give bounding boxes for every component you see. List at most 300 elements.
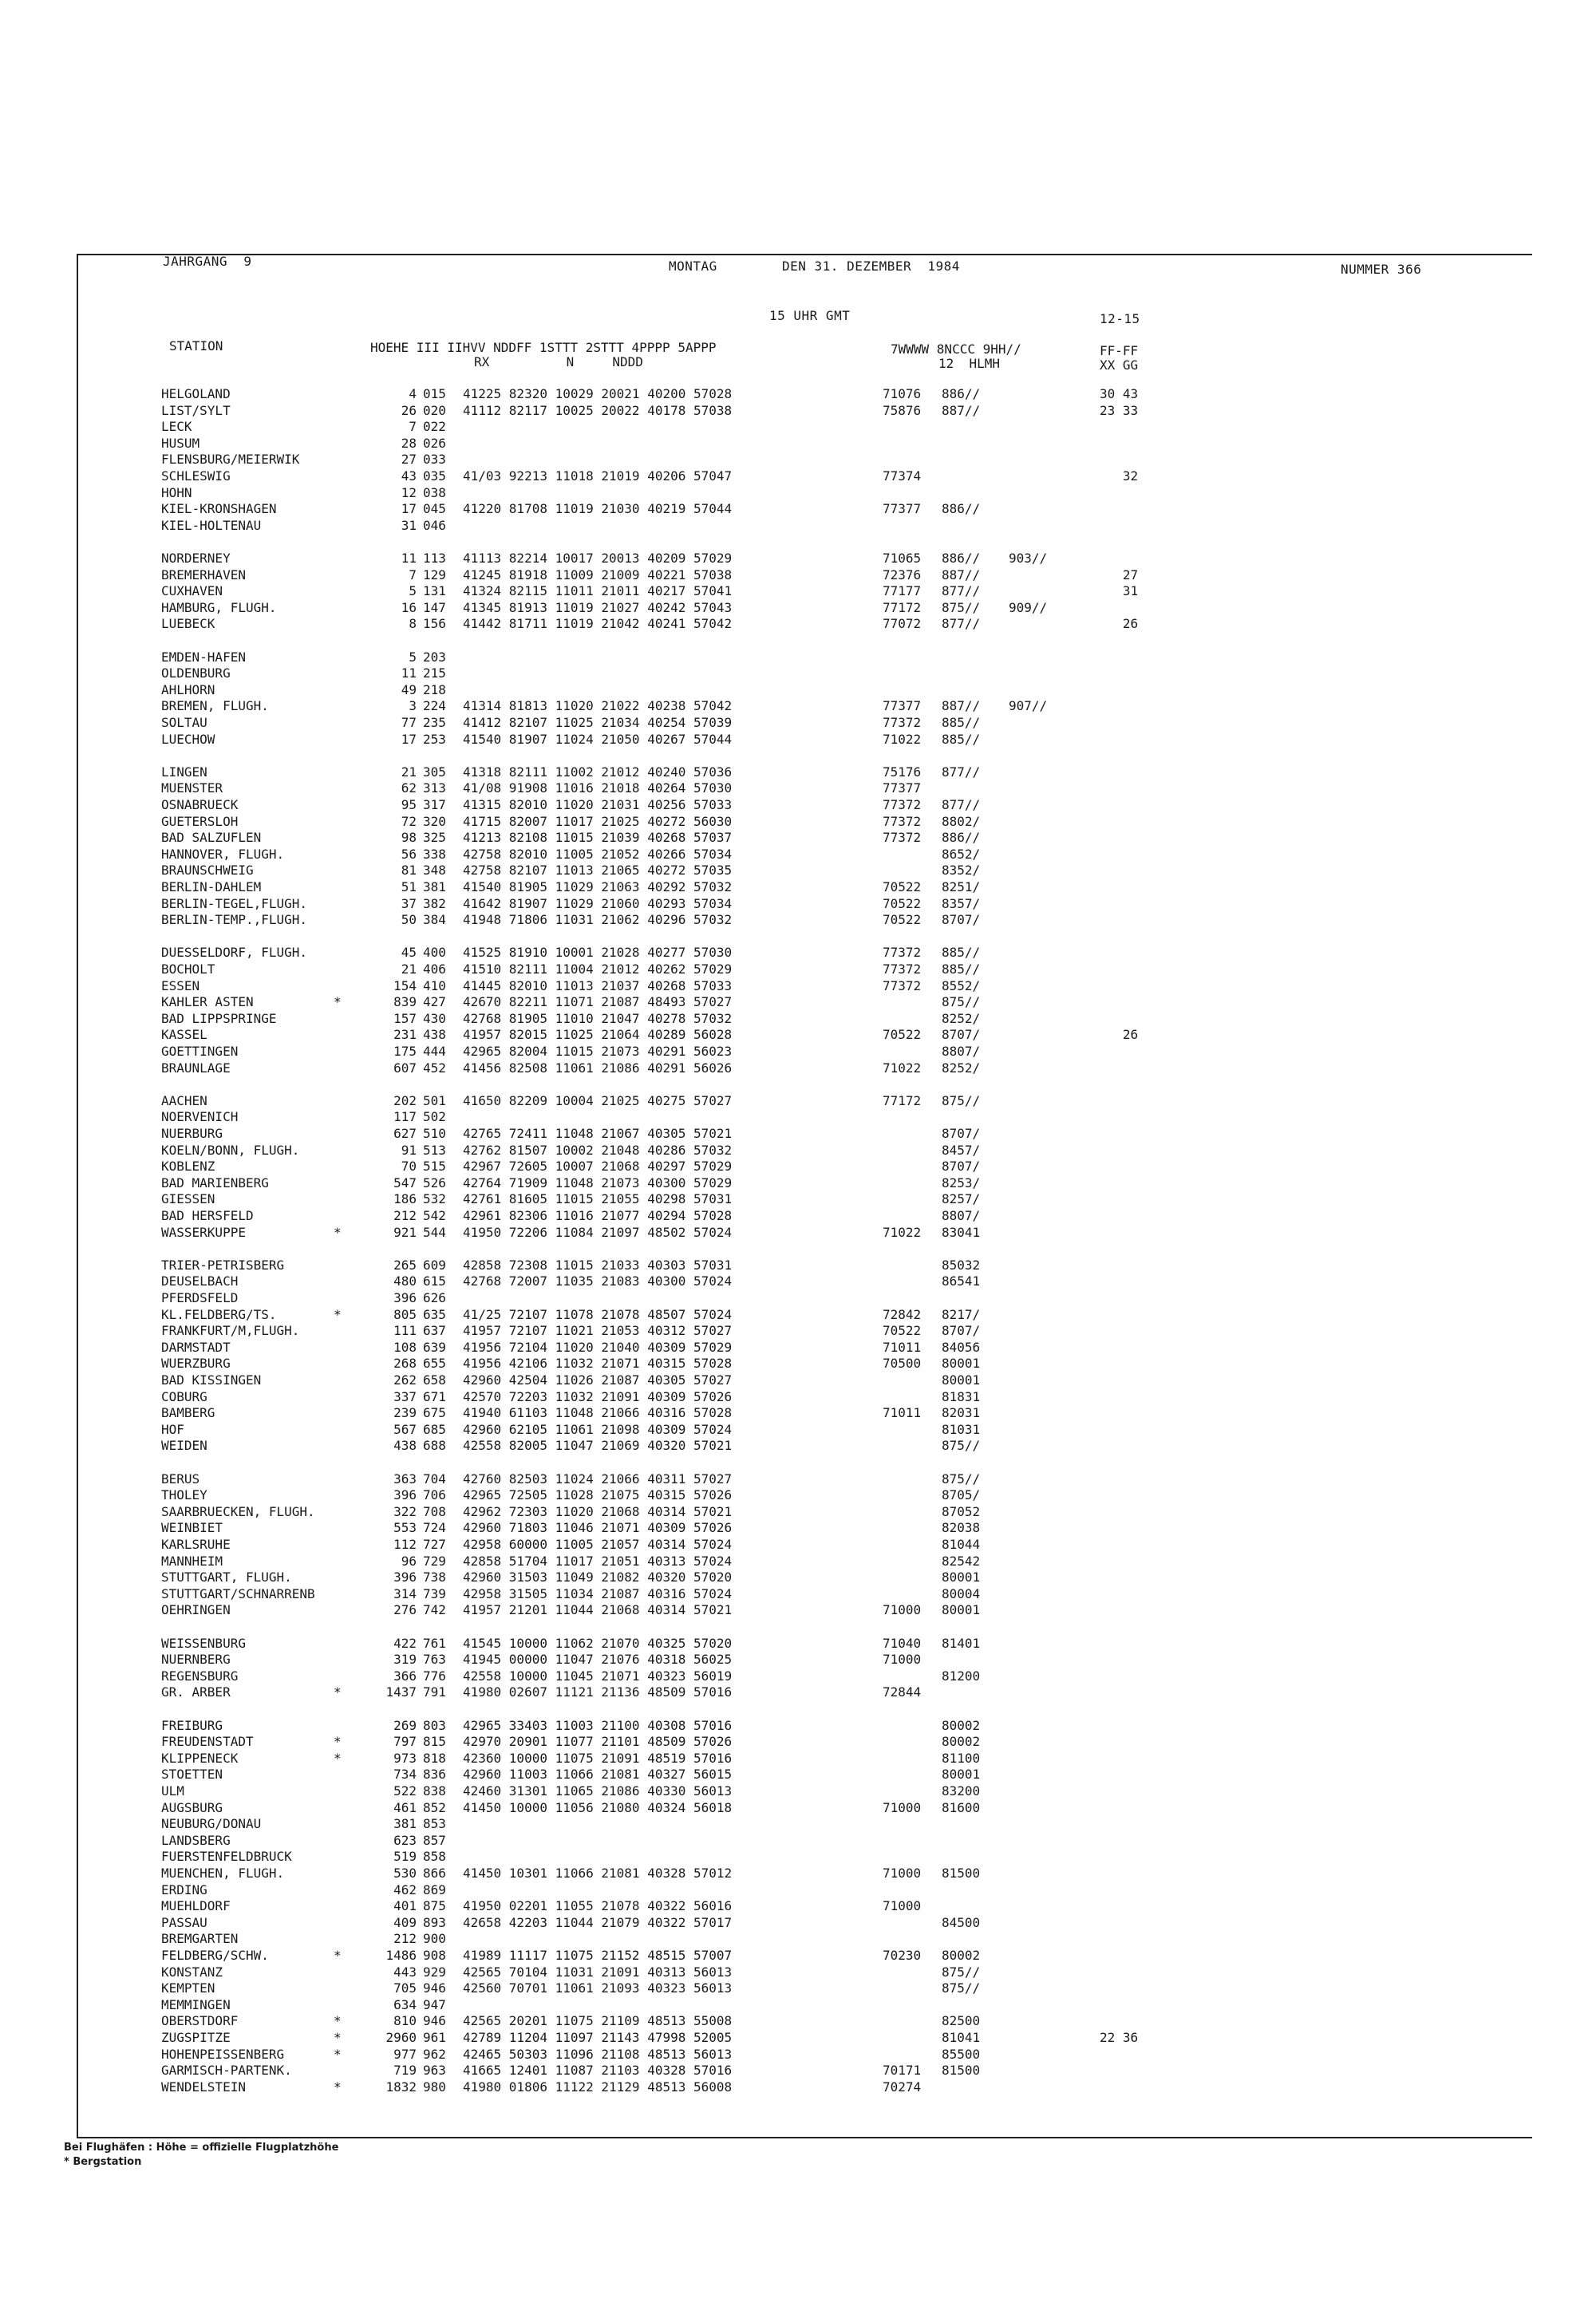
station-id: 313 (423, 780, 446, 796)
station-id: 317 (423, 797, 446, 812)
weather-group: 70522 (883, 879, 922, 894)
synop-groups: 42360 10000 11075 21091 48519 57016 (463, 1750, 733, 1766)
station-id: 515 (423, 1159, 446, 1175)
station-id: 038 (423, 484, 446, 500)
cloud-group: 877// (942, 583, 981, 599)
cloud-group: 8652/ (942, 846, 981, 862)
table-row (0, 1143, 1357, 1159)
synop-groups: 41948 71806 11031 21062 40296 57032 (463, 912, 733, 928)
station-height: 91 (401, 1142, 417, 1158)
mountain-marker: * (334, 1948, 342, 1963)
synop-groups: 41989 11117 11075 21152 48515 57007 (463, 1948, 733, 1963)
station-height: 810 (393, 2013, 417, 2029)
cloud-group: 8457/ (942, 1142, 981, 1158)
station-id: 609 (423, 1257, 446, 1273)
station-id: 729 (423, 1553, 446, 1569)
cloud-group: 85032 (942, 1257, 981, 1273)
station-name: OEHRINGEN (161, 1602, 231, 1618)
station-height: 175 (393, 1044, 417, 1059)
station-height: 117 (393, 1109, 417, 1125)
synop-groups: 41540 81905 11029 21063 40292 57032 (463, 879, 733, 894)
table-row (0, 780, 1357, 796)
station-name: GR. ARBER (161, 1684, 231, 1700)
station-id: 853 (423, 1816, 446, 1832)
table-row (0, 1208, 1357, 1224)
station-height: 70 (401, 1159, 417, 1175)
table-row (0, 468, 1357, 484)
station-name: HUSUM (161, 435, 200, 451)
cloud-group: 8705/ (942, 1487, 981, 1503)
station-height: 108 (393, 1339, 417, 1355)
station-height: 5 (409, 583, 417, 599)
table-row (0, 830, 1357, 846)
cloud-group: 82038 (942, 1520, 981, 1536)
station-id: 235 (423, 715, 446, 730)
station-id: 438 (423, 1027, 446, 1043)
weather-group: 77377 (883, 501, 922, 517)
cloud-group: 886// (942, 501, 981, 517)
station-id: 658 (423, 1372, 446, 1388)
station-name: ESSEN (161, 977, 200, 993)
table-row (0, 1027, 1357, 1043)
table-row (0, 583, 1357, 599)
station-id: 704 (423, 1471, 446, 1487)
table-row (0, 1175, 1357, 1191)
cloud-group: 84056 (942, 1339, 981, 1355)
weather-group: 71065 (883, 551, 922, 566)
station-id: 866 (423, 1866, 446, 1881)
station-name: LUEBECK (161, 616, 215, 632)
mountain-marker: * (334, 1684, 342, 1700)
station-id: 400 (423, 945, 446, 961)
station-height: 31 (401, 517, 417, 533)
report-date: DEN 31. DEZEMBER 1984 (782, 259, 960, 274)
cloud-group: 885// (942, 715, 981, 730)
cloud-group: 875// (942, 1092, 981, 1108)
weather-group: 77372 (883, 961, 922, 977)
station-id: 776 (423, 1668, 446, 1684)
station-id: 033 (423, 452, 446, 468)
station-name: NEUBURG/DONAU (161, 1816, 262, 1832)
station-name: GOETTINGEN (161, 1044, 239, 1059)
weather-group: 70500 (883, 1356, 922, 1372)
station-name: EMDEN-HAFEN (161, 649, 246, 665)
station-height: 4 (409, 386, 417, 401)
cloud-group: 86541 (942, 1273, 981, 1289)
station-name: WEINBIET (161, 1520, 223, 1536)
cloud-group: 875// (942, 1964, 981, 1980)
station-id: 026 (423, 435, 446, 451)
synop-groups: 42560 70701 11061 21093 40323 56013 (463, 1980, 733, 1996)
table-row (0, 1340, 1357, 1356)
station-height: 314 (393, 1585, 417, 1601)
station-height: 7 (409, 567, 417, 582)
station-id: 022 (423, 419, 446, 435)
cloud-group: 887// (942, 402, 981, 418)
station-name: ERDING (161, 1881, 207, 1897)
station-name: OLDENBURG (161, 665, 231, 681)
station-height: 607 (393, 1060, 417, 1076)
station-height: 396 (393, 1570, 417, 1585)
station-name: NORDERNEY (161, 551, 231, 566)
weather-group: 75176 (883, 764, 922, 780)
station-name: BREMEN, FLUGH. (161, 698, 269, 714)
synop-groups: 42970 20901 11077 21101 48509 57026 (463, 1734, 733, 1750)
weather-group: 72376 (883, 567, 922, 582)
table-row (0, 1323, 1357, 1339)
station-name: COBURG (161, 1388, 207, 1404)
table-row (0, 1800, 1357, 1816)
station-id: 980 (423, 2079, 446, 2095)
wind-gusts: 30 43 (1100, 386, 1139, 401)
period-hours: 12-15 (1100, 311, 1140, 326)
mountain-marker: * (334, 1306, 342, 1322)
table-row (0, 682, 1357, 698)
station-id: 131 (423, 583, 446, 599)
table-row (0, 2047, 1357, 2063)
mountain-marker: * (334, 1734, 342, 1750)
station-height: 186 (393, 1191, 417, 1207)
col-codes-line1: HOEHE III IIHVV NDDFF 1STTT 2STTT 4PPPP 5APPP (370, 340, 717, 355)
table-row (0, 1405, 1357, 1421)
station-height: 1832 (385, 2079, 417, 2095)
synop-groups: 42465 50303 11096 21108 48513 56013 (463, 2046, 733, 2062)
table-row (0, 386, 1357, 402)
table-row (0, 1882, 1357, 1898)
synop-groups: 42765 72411 11048 21067 40305 57021 (463, 1126, 733, 1141)
synop-groups: 42768 81905 11010 21047 40278 57032 (463, 1010, 733, 1026)
table-row (0, 1487, 1357, 1503)
station-id: 869 (423, 1881, 446, 1897)
station-height: 27 (401, 452, 417, 468)
station-height: 26 (401, 402, 417, 418)
wind-gusts: 32 (1100, 468, 1139, 484)
station-name: MUENCHEN, FLUGH. (161, 1866, 285, 1881)
station-height: 319 (393, 1652, 417, 1668)
mountain-marker: * (334, 1224, 342, 1240)
weather-group: 77172 (883, 1092, 922, 1108)
station-height: 5 (409, 649, 417, 665)
weather-group: 77372 (883, 813, 922, 829)
cloud-group: 8253/ (942, 1175, 981, 1190)
table-row (0, 1586, 1357, 1602)
station-name: WEIDEN (161, 1438, 207, 1454)
table-row (0, 1372, 1357, 1388)
station-name: REGENSBURG (161, 1668, 239, 1684)
station-name: OSNABRUECK (161, 797, 239, 812)
mountain-marker: * (334, 2030, 342, 2045)
synop-groups: 41510 82111 11004 21012 40262 57029 (463, 961, 733, 977)
station-name: ULM (161, 1783, 184, 1799)
station-name: LANDSBERG (161, 1832, 231, 1848)
synop-groups: 41450 10000 11056 21080 40324 56018 (463, 1799, 733, 1815)
station-name: PFERDSFELD (161, 1290, 239, 1305)
cloud-group: 81044 (942, 1537, 981, 1552)
station-id: 406 (423, 961, 446, 977)
station-name: SCHLESWIG (161, 468, 231, 484)
station-height: 422 (393, 1635, 417, 1651)
table-row (0, 1866, 1357, 1881)
table-row (0, 1422, 1357, 1438)
station-id: 156 (423, 616, 446, 632)
table-row (0, 551, 1357, 567)
station-height: 530 (393, 1866, 417, 1881)
synop-groups: 41225 82320 10029 20021 40200 57028 (463, 386, 733, 401)
station-name: DUESSELDORF, FLUGH. (161, 945, 308, 961)
cloud-group: 8707/ (942, 1126, 981, 1141)
synop-groups: 41245 81918 11009 21009 40221 57038 (463, 567, 733, 582)
station-id: 384 (423, 912, 446, 928)
station-height: 396 (393, 1487, 417, 1503)
synop-groups: 42960 11003 11066 21081 40327 56015 (463, 1767, 733, 1783)
weather-group: 77374 (883, 468, 922, 484)
station-id: 685 (423, 1421, 446, 1437)
cloud-group: 8552/ (942, 977, 981, 993)
station-name: FELDBERG/SCHW. (161, 1948, 269, 1963)
synop-groups: 41525 81910 10001 21028 40277 57030 (463, 945, 733, 961)
height-group: 907// (1009, 698, 1048, 714)
weather-group: 72842 (883, 1306, 922, 1322)
cloud-group: 8251/ (942, 879, 981, 894)
synop-groups: 41456 82508 11061 21086 40291 56026 (463, 1060, 733, 1076)
station-id: 858 (423, 1849, 446, 1865)
cloud-group: 80002 (942, 1734, 981, 1750)
station-id: 215 (423, 665, 446, 681)
synop-groups: 41957 21201 11044 21068 40314 57021 (463, 1602, 733, 1618)
station-height: 154 (393, 977, 417, 993)
cloud-group: 81031 (942, 1421, 981, 1437)
weather-group: 71000 (883, 1866, 922, 1881)
station-name: FREUDENSTADT (161, 1734, 254, 1750)
weather-group: 71011 (883, 1339, 922, 1355)
table-row (0, 1734, 1357, 1750)
table-row (0, 2079, 1357, 2095)
table-row (0, 1602, 1357, 1618)
station-name: FLENSBURG/MEIERWIK (161, 452, 300, 468)
station-height: 202 (393, 1092, 417, 1108)
table-row (0, 1258, 1357, 1273)
station-name: WENDELSTEIN (161, 2079, 246, 2095)
synop-groups: 42558 82005 11047 21069 40320 57021 (463, 1438, 733, 1454)
cloud-group: 887// (942, 567, 981, 582)
station-id: 203 (423, 649, 446, 665)
station-id: 410 (423, 977, 446, 993)
station-id: 893 (423, 1914, 446, 1930)
station-height: 719 (393, 2063, 417, 2079)
mountain-marker: * (334, 1750, 342, 1766)
station-name: DARMSTADT (161, 1339, 231, 1355)
synop-groups: 41945 00000 11047 21076 40318 56025 (463, 1652, 733, 1668)
synop-groups: 42960 31503 11049 21082 40320 57020 (463, 1570, 733, 1585)
station-id: 452 (423, 1060, 446, 1076)
station-name: BAMBERG (161, 1405, 215, 1421)
weather-group: 71076 (883, 386, 922, 401)
synop-groups: 42789 11204 11097 21143 47998 52005 (463, 2030, 733, 2045)
station-height: 21 (401, 961, 417, 977)
station-height: 11 (401, 665, 417, 681)
table-row (0, 912, 1357, 928)
station-id: 147 (423, 599, 446, 615)
cloud-group: 875// (942, 1471, 981, 1487)
table-row (0, 1504, 1357, 1520)
station-name: BAD MARIENBERG (161, 1175, 269, 1190)
station-name: LIST/SYLT (161, 402, 231, 418)
weather-group: 70274 (883, 2079, 922, 2095)
table-row (0, 1767, 1357, 1783)
station-id: 947 (423, 1996, 446, 2012)
station-name: GUETERSLOH (161, 813, 239, 829)
station-name: OBERSTDORF (161, 2013, 239, 2029)
table-row (0, 567, 1357, 583)
station-height: 627 (393, 1126, 417, 1141)
station-height: 111 (393, 1323, 417, 1339)
station-name: BAD SALZUFLEN (161, 830, 262, 846)
station-height: 112 (393, 1537, 417, 1552)
table-row (0, 1751, 1357, 1767)
weather-group: 77177 (883, 583, 922, 599)
station-id: 742 (423, 1602, 446, 1618)
weather-group: 75876 (883, 402, 922, 418)
synop-groups: 42858 72308 11015 21033 40303 57031 (463, 1257, 733, 1273)
station-id: 875 (423, 1898, 446, 1914)
station-height: 921 (393, 1224, 417, 1240)
table-row (0, 945, 1357, 961)
station-name: STUTTGART, FLUGH. (161, 1570, 292, 1585)
station-id: 338 (423, 846, 446, 862)
table-row (0, 1915, 1357, 1931)
table-row (0, 1684, 1357, 1700)
cloud-group: 886// (942, 551, 981, 566)
table-row (0, 1964, 1357, 1980)
cloud-group: 8707/ (942, 1323, 981, 1339)
station-id: 739 (423, 1585, 446, 1601)
station-id: 655 (423, 1356, 446, 1372)
station-id: 224 (423, 698, 446, 714)
cloud-group: 81500 (942, 1866, 981, 1881)
synop-groups: 41715 82007 11017 21025 40272 56030 (463, 813, 733, 829)
station-name: ZUGSPITZE (161, 2030, 231, 2045)
cloud-group: 887// (942, 698, 981, 714)
table-row (0, 715, 1357, 731)
station-name: BREMGARTEN (161, 1931, 239, 1947)
station-name: KIEL-KRONSHAGEN (161, 501, 277, 517)
station-name: MEMMINGEN (161, 1996, 231, 2012)
station-id: 501 (423, 1092, 446, 1108)
synop-groups: 41957 72107 11021 21053 40312 57027 (463, 1323, 733, 1339)
station-id: 675 (423, 1405, 446, 1421)
mountain-marker: * (334, 2046, 342, 2062)
station-height: 623 (393, 1832, 417, 1848)
weather-group: 77172 (883, 599, 922, 615)
station-height: 265 (393, 1257, 417, 1273)
weather-group: 77372 (883, 830, 922, 846)
station-name: WUERZBURG (161, 1356, 231, 1372)
station-name: FRANKFURT/M,FLUGH. (161, 1323, 300, 1339)
station-name: LECK (161, 419, 192, 435)
wind-gusts: 22 36 (1100, 2030, 1139, 2045)
table-row (0, 1044, 1357, 1060)
station-height: 973 (393, 1750, 417, 1766)
station-name: KIEL-HOLTENAU (161, 517, 262, 533)
synop-groups: 42962 72303 11020 21068 40314 57021 (463, 1503, 733, 1519)
station-height: 212 (393, 1208, 417, 1223)
table-row (0, 518, 1357, 534)
synop-groups: 42961 82306 11016 21077 40294 57028 (463, 1208, 733, 1223)
station-name: NUERNBERG (161, 1652, 231, 1668)
station-height: 17 (401, 501, 417, 517)
station-id: 838 (423, 1783, 446, 1799)
station-id: 706 (423, 1487, 446, 1503)
station-name: HOHENPEISSENBERG (161, 2046, 285, 2062)
station-id: 253 (423, 731, 446, 747)
station-height: 381 (393, 1816, 417, 1832)
station-id: 129 (423, 567, 446, 582)
station-height: 547 (393, 1175, 417, 1190)
weather-group: 71000 (883, 1602, 922, 1618)
weather-group: 71000 (883, 1898, 922, 1914)
weekday: MONTAG (669, 259, 717, 274)
cloud-group: 81100 (942, 1750, 981, 1766)
synop-groups: 41980 02607 11121 21136 48509 57016 (463, 1684, 733, 1700)
cloud-group: 8252/ (942, 1060, 981, 1076)
cloud-group: 8352/ (942, 863, 981, 879)
station-id: 708 (423, 1503, 446, 1519)
station-height: 567 (393, 1421, 417, 1437)
table-row (0, 1389, 1357, 1405)
station-name: DEUSELBACH (161, 1273, 239, 1289)
station-name: HELGOLAND (161, 386, 231, 401)
wind-gusts: 26 (1100, 1027, 1139, 1043)
station-height: 95 (401, 797, 417, 812)
weather-group: 77372 (883, 977, 922, 993)
issue-number: NUMMER 366 (1341, 262, 1422, 277)
station-id: 532 (423, 1191, 446, 1207)
observation-time: 15 UHR GMT (769, 308, 851, 323)
synop-groups: 41213 82108 11015 21039 40268 57037 (463, 830, 733, 846)
cloud-group: 8357/ (942, 895, 981, 911)
station-id: 946 (423, 1980, 446, 1996)
table-row (0, 1520, 1357, 1536)
station-height: 705 (393, 1980, 417, 1996)
synop-groups: 42965 82004 11015 21073 40291 56023 (463, 1044, 733, 1059)
station-id: 738 (423, 1570, 446, 1585)
station-id: 348 (423, 863, 446, 879)
station-name: AACHEN (161, 1092, 207, 1108)
table-row (0, 1636, 1357, 1652)
station-id: 900 (423, 1931, 446, 1947)
synop-groups: 42960 71803 11046 21071 40309 57026 (463, 1520, 733, 1536)
cloud-group: 81500 (942, 2063, 981, 2079)
station-name: STOETTEN (161, 1767, 223, 1783)
synop-groups: 42958 60000 11005 21057 40314 57024 (463, 1537, 733, 1552)
table-row (0, 1849, 1357, 1865)
station-id: 671 (423, 1388, 446, 1404)
wind-gusts: 26 (1100, 616, 1139, 632)
synop-groups: 42758 82010 11005 21052 40266 57034 (463, 846, 733, 862)
cloud-group: 877// (942, 797, 981, 812)
synop-groups: 41957 82015 11025 21064 40289 56028 (463, 1027, 733, 1043)
cloud-group: 8707/ (942, 1027, 981, 1043)
station-id: 542 (423, 1208, 446, 1223)
weather-group: 70171 (883, 2063, 922, 2079)
station-height: 366 (393, 1668, 417, 1684)
station-name: MUENSTER (161, 780, 223, 796)
synop-groups: 41324 82115 11011 21011 40217 57041 (463, 583, 733, 599)
cloud-group: 82500 (942, 2013, 981, 2029)
synop-groups: 41/25 72107 11078 21078 48507 57024 (463, 1306, 733, 1322)
synop-groups: 41445 82010 11013 21037 40268 57033 (463, 977, 733, 993)
synop-groups: 42670 82211 11071 21087 48493 57027 (463, 994, 733, 1010)
